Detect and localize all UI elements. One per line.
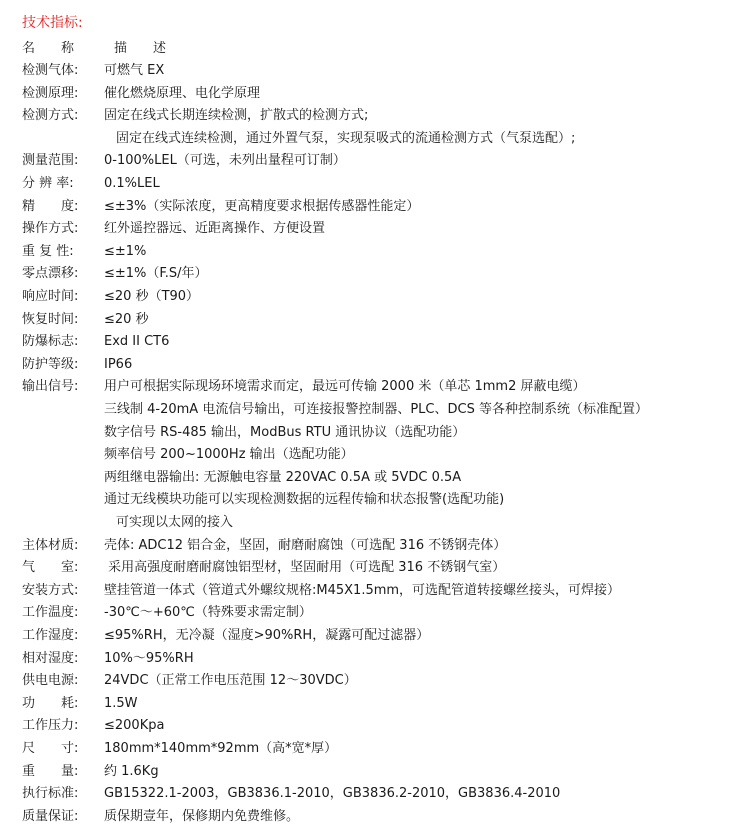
header-desc: 描 述 — [114, 41, 167, 56]
spec-label: 重 复 性: — [22, 244, 74, 259]
spec-value: 用户可根据实际现场环境需求而定，最远可传输 2000 米（单芯 1mm2 屏蔽电缆） — [104, 379, 586, 394]
spec-continuation: 频率信号 200~1000Hz 输出（选配功能） — [104, 447, 354, 462]
spec-value: 0-100%LEL（可选，未列出量程可订制） — [104, 153, 346, 168]
spec-row — [22, 376, 750, 398]
spec-label: 质量保证: — [22, 809, 79, 824]
spec-row — [22, 715, 750, 737]
spec-row — [22, 625, 750, 647]
spec-row — [22, 105, 750, 127]
spec-value: GB15322.1-2003，GB3836.1-2010，GB3836.2-2010，GB3836.4-2010 — [104, 786, 561, 801]
spec-row — [22, 218, 750, 240]
spec-value: 红外遥控器远、近距离操作、方便设置 — [104, 221, 326, 236]
spec-value: ≤20 秒 — [104, 312, 149, 327]
spec-label: 相对湿度: — [22, 651, 79, 666]
spec-value: 0.1%LEL — [104, 176, 160, 191]
spec-label: 检测原理: — [22, 86, 79, 101]
spec-value: ≤200Kpa — [104, 718, 165, 733]
spec-continuation: 数字信号 RS-485 输出，ModBus RTU 通讯协议（选配功能） — [104, 425, 466, 440]
spec-value: 催化燃烧原理、电化学原理 — [104, 86, 261, 101]
spec-label: 工作温度: — [22, 605, 79, 620]
spec-row — [22, 693, 750, 715]
spec-value: 固定在线式长期连续检测，扩散式的检测方式; — [104, 108, 369, 123]
spec-label: 执行标准: — [22, 786, 79, 801]
spec-label: 防护等级: — [22, 357, 79, 372]
spec-row — [22, 761, 750, 783]
spec-label: 测量范围: — [22, 153, 79, 168]
spec-value: 24VDC（正常工作电压范围 12～30VDC） — [104, 673, 357, 688]
spec-label: 精 度: — [22, 199, 79, 214]
header-name: 名 称 — [22, 41, 75, 56]
spec-value: 可燃气 EX — [104, 63, 165, 78]
spec-row — [22, 648, 750, 670]
spec-row — [22, 241, 750, 263]
header-row — [22, 38, 750, 60]
spec-label: 操作方式: — [22, 221, 79, 236]
spec-label: 分 辨 率: — [22, 176, 74, 191]
spec-label: 检测气体: — [22, 63, 79, 78]
spec-label: 尺 寸: — [22, 741, 79, 756]
spec-row — [22, 286, 750, 308]
spec-label: 供电电源: — [22, 673, 79, 688]
spec-value: ≤95%RH，无冷凝（湿度>90%RH，凝露可配过滤器） — [104, 628, 430, 643]
spec-label: 零点漂移: — [22, 266, 79, 281]
spec-row — [22, 331, 750, 353]
spec-continuation: 通过无线模块功能可以实现检测数据的远程传输和状态报警(选配功能) — [104, 492, 505, 507]
spec-label: 工作湿度: — [22, 628, 79, 643]
spec-label: 功 耗: — [22, 696, 79, 711]
spec-label: 工作压力: — [22, 718, 79, 733]
spec-row — [22, 602, 750, 624]
spec-value: 约 1.6Kg — [104, 764, 159, 779]
spec-label: 主体材质: — [22, 538, 79, 553]
spec-label: 防爆标志: — [22, 334, 79, 349]
spec-value: ≤±1%（F.S/年） — [104, 266, 208, 281]
spec-value: 采用高强度耐磨耐腐蚀铝型材，坚固耐用（可选配 316 不锈钢气室） — [104, 560, 506, 575]
spec-row — [22, 263, 750, 285]
spec-continuation: 可实现以太网的接入 — [116, 515, 234, 530]
spec-value: 壁挂管道一体式（管道式外螺纹规格:M45X1.5mm，可选配管道转接螺丝接头，可焊接） — [104, 583, 621, 598]
spec-row — [22, 309, 750, 331]
spec-row — [22, 173, 750, 195]
spec-row — [22, 580, 750, 602]
spec-value: 10%～95%RH — [104, 651, 194, 666]
spec-value: ≤±1% — [104, 244, 147, 259]
spec-row — [22, 354, 750, 376]
spec-continuation: 三线制 4-20mA 电流信号输出，可连接报警控制器、PLC、DCS 等各种控制系统（标准配置） — [104, 402, 648, 417]
spec-value: Exd II CT6 — [104, 334, 170, 349]
spec-row — [22, 83, 750, 105]
spec-row — [22, 670, 750, 692]
spec-value: -30℃～+60℃（特殊要求需定制） — [104, 605, 312, 620]
spec-row — [22, 806, 750, 828]
spec-row — [22, 535, 750, 557]
spec-row — [22, 783, 750, 805]
spec-label: 恢复时间: — [22, 312, 79, 327]
spec-value: IP66 — [104, 357, 133, 372]
spec-value: 1.5W — [104, 696, 138, 711]
spec-row — [22, 738, 750, 760]
spec-continuation: 固定在线式连续检测，通过外置气泵，实现泵吸式的流通检测方式（气泵选配）; — [116, 131, 576, 146]
spec-label: 气 室: — [22, 560, 79, 575]
spec-label: 检测方式: — [22, 108, 79, 123]
section-title: 技术指标: — [22, 15, 83, 31]
spec-row — [22, 150, 750, 172]
spec-label: 重 量: — [22, 764, 79, 779]
spec-value: ≤±3%（实际浓度，更高精度要求根据传感器性能定） — [104, 199, 420, 214]
spec-value: ≤20 秒（T90） — [104, 289, 200, 304]
spec-row — [22, 60, 750, 82]
spec-value: 壳体: ADC12 铝合金，坚固，耐磨耐腐蚀（可选配 316 不锈钢壳体） — [104, 538, 507, 553]
spec-row — [22, 196, 750, 218]
spec-value: 质保期壹年，保修期内免费维修。 — [104, 809, 300, 824]
spec-value: 180mm*140mm*92mm（高*宽*厚） — [104, 741, 338, 756]
spec-continuation: 两组继电器输出: 无源触电容量 220VAC 0.5A 或 5VDC 0.5A — [104, 470, 462, 485]
spec-row — [22, 557, 750, 579]
spec-label: 输出信号: — [22, 379, 79, 394]
spec-label: 响应时间: — [22, 289, 79, 304]
spec-label: 安装方式: — [22, 583, 79, 598]
